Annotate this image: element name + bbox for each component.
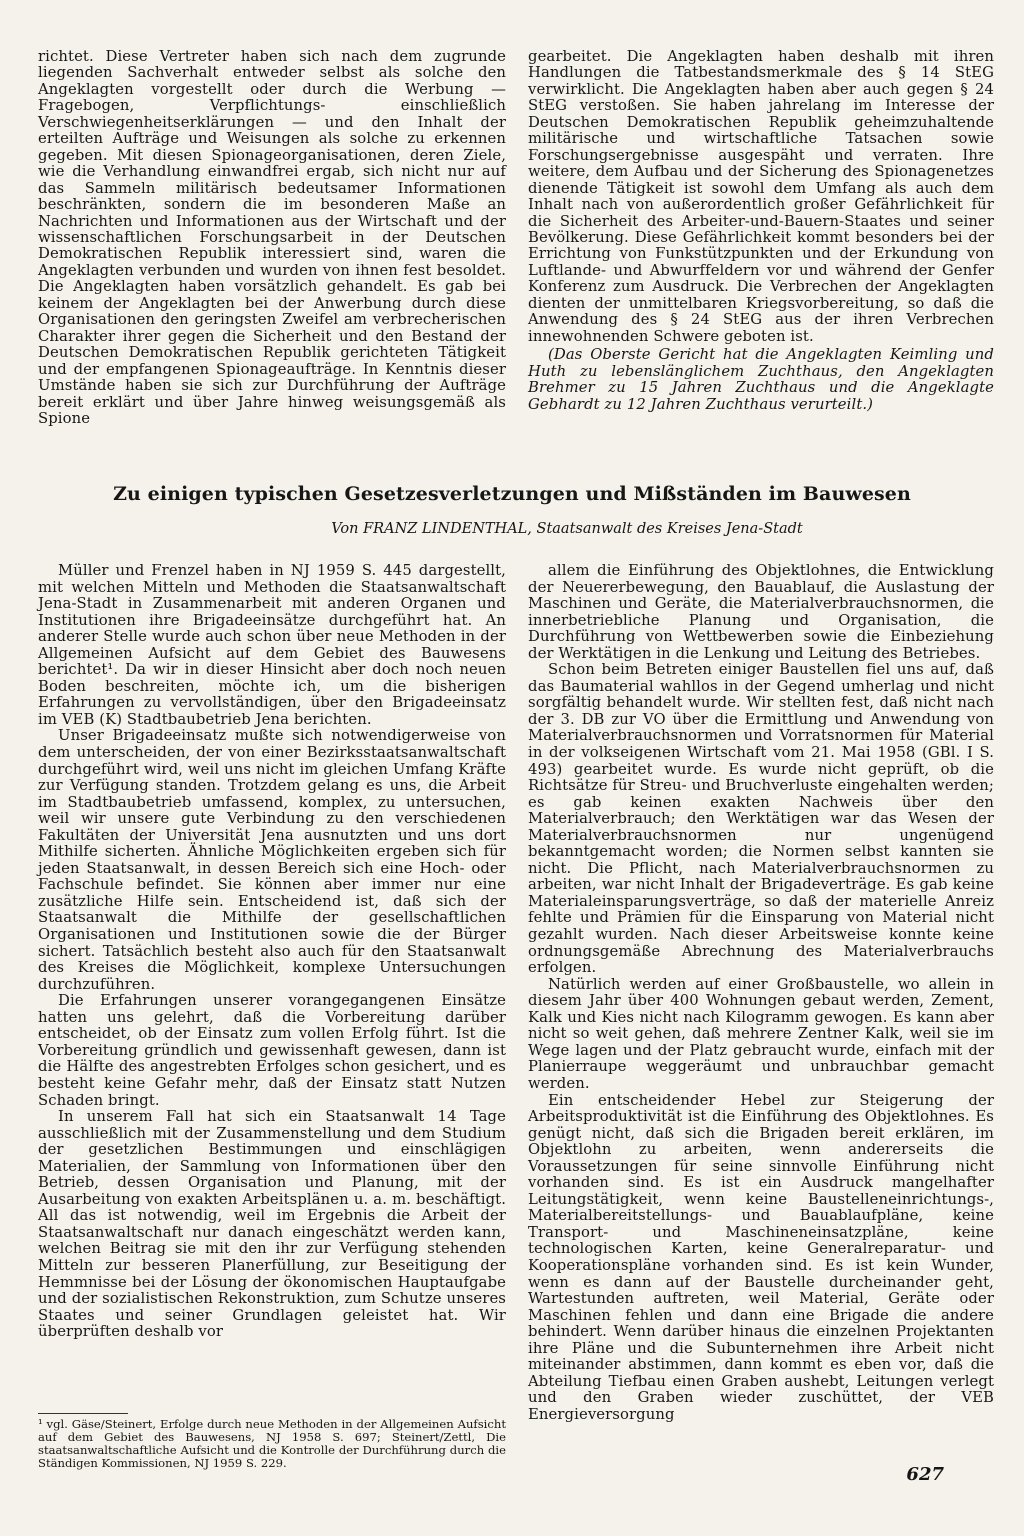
article-title: Zu einigen typischen Gesetzesverletzungen und Mißständen im Bauwesen [113,483,911,505]
column-bottom-right [528,563,994,1423]
paragraph: Unser Brigadeeinsatz mußte sich notwendigerweise von dem unterscheiden, der von einer Bezirksstaatsanwaltschaft durchgeführt wird, weil uns nicht im gleichen Umfang Kräfte zur Verfügung standen. Trotzdem gelang es uns, die Arbeit im Stadtbaubetrieb umfassend, komplex, zu untersuchen, weil wir unsere gute Verbindung zu den verschiedenen Fakultäten der Universität Jena ausnutzten und uns dort Mithilfe sicherten. Ähnliche Möglichkeiten ergeben sich für jeden Staatsanwalt, in dessen Bereich sich eine Hoch- oder Fachschule befindet. Sie können aber immer nur eine zusätzliche Hilfe sein. Entscheidend ist, daß sich der Staatsanwalt die Mithilfe der gesellschaftlichen Organisationen und Institutionen sowie die der Bürger sichert. Tatsächlich besteht also auch für den Staatsanwalt des Kreises die Möglichkeit, komplexe Untersuchungen durchzuführen. [38,727,506,993]
paragraph: gearbeitet. Die Angeklagten haben deshalb mit ihren Handlungen die Tatbestandsmerkmale des § 14 StEG verwirklicht. Die Angeklagten haben aber auch gegen § 24 StEG verstoßen. Sie haben jahrelang im Interesse der Deutschen Demokratischen Republik geheimzuhaltende militärische und wirtschaftliche Tatsachen sowie Forschungsergebnisse ausgespäht und verraten. Ihre weitere, dem Aufbau und der Sicherung des Spionagenetzes dienende Tätigkeit ist sowohl dem Umfang als auch dem Inhalt nach von außerordentlich großer Gefährlichkeit für die Sicherheit des Arbeiter-und-Bauern-Staates und seiner Bevölkerung. Diese Gefährlichkeit kommt besonders bei der Errichtung von Funkstützpunkten und der Erkundung von Luftlande- und Abwurffeldern vor und während der Genfer Konferenz zum Ausdruck. Die Verbrechen der Angeklagten dienten der unmittelbaren Kriegsvorbereitung, so daß die Anwendung des § 24 StEG aus der ihren Verbrechen innewohnenden Schwere geboten ist. [528,48,994,345]
paragraph: allem die Einführung des Objektlohnes, die Entwicklung der Neuererbewegung, den Bauablauf, die Auslastung der Maschinen und Geräte, die Materialverbrauchsnormen, die innerbetriebliche Planung und Organisation, die Durchführung von Wettbewerben sowie die Einbeziehung der Werktätigen in die Lenkung und Leitung des Betriebes. [528,562,994,662]
verdict-note: (Das Oberste Gericht hat die Angeklagten Keimling und Huth zu lebenslänglichem Zuchthaus, den Angeklagten Brehmer zu 15 Jahren Zuchthaus und die Angeklagte Gebhardt zu 12 Jahren Zuchthaus verurteilt.) [528,346,994,413]
paragraph: Ein entscheidender Hebel zur Steigerung der Arbeitsproduktivität ist die Einführung des Objektlohnes. Es genügt nicht, daß sich die Brigaden bereit erklären, im Objektlohn zu arbeiten, wenn andererseits die Voraussetzungen für seine sinnvolle Einführung nicht vorhanden sind. Es ist ein Ausdruck mangelhafter Leitungstätigkeit, wenn keine Baustelleneinrichtungs-, Materialbereitstellungs- und Bauablaufpläne, keine Transport- und Maschineneinsatzpläne, keine technologischen Karten, keine Generalreparatur- und Kooperationspläne vorhanden sind. Es ist kein Wunder, wenn es dann auf der Baustelle durcheinander geht, Wartestunden auftreten, weil Material, Geräte oder Maschinen fehlen und dann eine Brigade die andere behindert. Wenn darüber hinaus die einzelnen Projektanten ihre Pläne und die Subunternehmen ihre Arbeit nicht miteinander abstimmen, dann kommt es eben vor, daß die Abteilung Tiefbau einen Graben aushebt, Leitungen verlegt und den Graben wieder zuschüttet, der VEB Energieversorgung [528,1091,994,1423]
column-bottom-left [38,563,506,1341]
footnotes [38,1418,506,1470]
paragraph: Schon beim Betreten einiger Baustellen fiel uns auf, daß das Baumaterial wahllos in der Gegend umherlag und nicht sorgfältig behandelt wurde. Wir stellten fest, daß nicht nach der 3. DB zur VO über die Ermittlung und Anwendung von Materialverbrauchsnormen und Vorratsnormen für Material in der volkseigenen Wirtschaft vom 21. Mai 1958 (GBl. I S. 493) gearbeitet wurde. Es wurde nicht geprüft, ob die Richtsätze für Streu- und Bruchverluste eingehalten werden; es gab keinen exakten Nachweis über den Materialverbrauch; den Werktätigen war das Wesen der Materialverbrauchsnormen nur ungenügend bekanntgemacht worden; die Normen selbst kannten sie nicht. Die Pflicht, nach Materialverbrauchsnormen zu arbeiten, war nicht Inhalt der Brigadeverträge. Es gab keine Materialeinsparungsverträge, so daß der materielle Anreiz fehlte und Prämien für die Einsparung von Material nicht gezahlt wurden. Nach dieser Arbeitsweise konnte keine ordnungsgemäße Abrechnung des Materialverbrauchs erfolgen. [528,661,994,977]
paragraph: richtet. Diese Vertreter haben sich nach dem zugrunde liegenden Sachverhalt entweder selbst als solche den Angeklagten vorgestellt oder durch die Werbung — Fragebogen, Verpflichtungs- einschließlich Verschwiegenheitserklärungen — und den Inhalt der erteilten Aufträge und Weisungen als solche zu erkennen gegeben. Mit diesen Spionageorganisationen, deren Ziele, wie die Verhandlung einwandfrei ergab, sich nicht nur auf das Sammeln militärisch bedeutsamer Informationen beschränkten, sondern die im besonderen Maße an Nachrichten und Informationen aus der Wirtschaft und der wissenschaftlichen Forschungsarbeit in der Deutschen Demokratischen Republik interessiert sind, waren die Angeklagten verbunden und wurden von ihnen fest besoldet. Die Angeklagten haben vorsätzlich gehandelt. Es gab bei keinem der Angeklagten bei der Anwerbung durch diese Organisationen den geringsten Zweifel am verbrecherischen Charakter ihrer gegen die Sicherheit und den Bestand der Deutschen Demokratischen Republik gerichteten Tätigkeit und der empfangenen Spionageaufträge. In Kenntnis dieser Umstände haben sie sich zur Durchführung der Aufträge bereit erklärt und über Jahre hinweg weisungsgemäß als Spione [38,48,506,427]
paragraph: Natürlich werden auf einer Großbaustelle, wo allein in diesem Jahr über 400 Wohnungen gebaut werden, Zement, Kalk und Kies nicht nach Kilogramm gewogen. Es kann aber nicht so weit gehen, daß mehrere Zentner Kalk, weil sie im Wege lagen und der Platz gebraucht wurde, einfach mit der Planierraupe weggeräumt und unbrauchbar gemacht werden. [528,975,994,1092]
paragraph: Müller und Frenzel haben in NJ 1959 S. 445 dargestellt, mit welchen Mitteln und Methoden die Staatsanwaltschaft Jena-Stadt in Zusammenarbeit mit anderen Organen und Institutionen ihre Brigadeeinsätze durchgeführt hat. An anderer Stelle wurde auch schon über neue Methoden in der Allgemeinen Aufsicht auf dem Gebiet des Bauwesens berichtet¹. Da wir in dieser Hinsicht aber doch noch neuen Boden beschreiten, möchte ich, um die bisherigen Erfahrungen zu vervollständigen, über den Brigadeeinsatz im VEB (K) Stadtbaubetrieb Jena berichten. [38,562,506,728]
paragraph: Die Erfahrungen unserer vorangegangenen Einsätze hatten uns gelehrt, daß die Vorbereitung darüber entscheidet, ob der Einsatz zum vollen Erfolg führt. Ist die Vorbereitung gründlich und gewissenhaft gewesen, dann ist die Hälfte des angestrebten Erfolges schon gesichert, und es besteht keine Gefahr mehr, daß der Einsatz statt Nutzen Schaden bringt. [38,992,506,1109]
paragraph: In unserem Fall hat sich ein Staatsanwalt 14 Tage ausschließlich mit der Zusammenstellung und dem Studium der gesetzlichen Bestimmungen und einschlägigen Materialien, der Sammlung von Informationen über den Betrieb, dessen Organisation und Planung, mit der Ausarbeitung von exakten Arbeitsplänen u. a. m. beschäftigt. All das ist notwendig, weil im Ergebnis die Arbeit der Staatsanwaltschaft nur danach eingeschätzt werden kann, welchen Beitrag sie mit den ihr zur Verfügung stehenden Mitteln zur besseren Planerfüllung, zur Beseitigung der Hemmnisse bei der Lösung der ökonomischen Hauptaufgabe und der sozialistischen Rekonstruktion, zum Schutze unseres Staates und seiner Grundlagen geleistet hat. Wir überprüften deshalb vor [38,1108,506,1341]
column-top-right [528,49,994,413]
footnote-rule [38,1413,128,1414]
footnote: ¹ vgl. Gäse/Steinert, Erfolge durch neue Methoden in der Allgemeinen Aufsicht auf dem Gebiet des Bauwesens, NJ 1958 S. 697; Steinert/Zettl, Die staatsanwaltschaftliche Aufsicht und die Kontrolle der Durchführung durch die Ständigen Kommissionen, NJ 1959 S. 229. [38,1417,506,1470]
column-top-left [38,49,506,427]
article-byline: Von FRANZ LINDENTHAL, Staatsanwalt des Kreises Jena-Stadt [331,521,803,537]
page-number: 627 [906,1464,944,1485]
